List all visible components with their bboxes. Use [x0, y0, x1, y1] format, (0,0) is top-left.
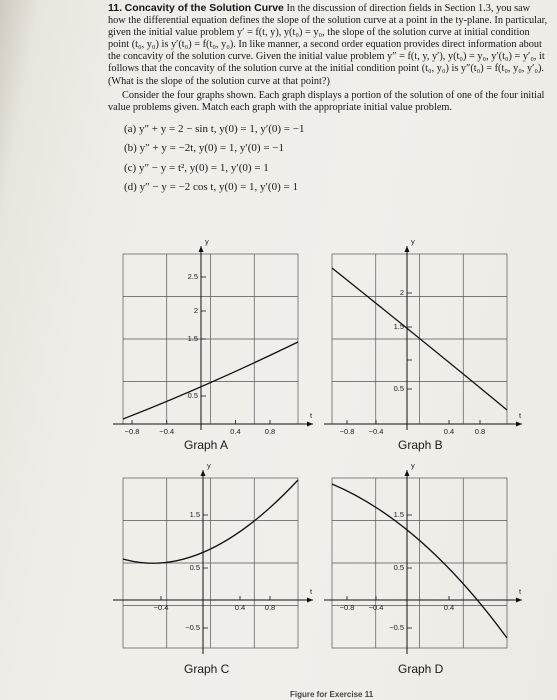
graph-d-grid: [332, 478, 507, 648]
graph-d-ytick: −0.5: [389, 623, 404, 632]
graph-c-xtick: −0.4: [153, 603, 169, 612]
graph-b-xtick: 0.8: [474, 427, 486, 436]
graph-b-x-ticks: [347, 420, 480, 424]
graph-c-ytick: 1.5: [189, 510, 200, 519]
graph-a-plot: [108, 238, 320, 438]
graph-a-t-arrow: [307, 422, 313, 427]
problem-paragraph-1: [108, 2, 548, 88]
graph-d-x-ticks: [347, 596, 449, 600]
ivp-list: [124, 120, 548, 198]
graph-d-xtick: 0.4: [443, 603, 455, 612]
graph-a-xtick: −0.4: [159, 427, 175, 436]
graph-c: [108, 461, 320, 676]
graph-d-title: Graph D: [398, 662, 444, 676]
graph-c-xtick: 0.4: [234, 603, 246, 612]
graph-c-y-label: y: [207, 461, 211, 470]
graph-b-xtick: −0.4: [368, 427, 384, 436]
graph-a: [108, 237, 320, 452]
graph-b-title: Graph B: [398, 438, 443, 452]
graph-b: [322, 237, 534, 452]
graph-c-y-arrow: [201, 470, 206, 476]
graph-b-t-arrow: [516, 422, 522, 427]
graph-b-plot: [322, 238, 534, 438]
graph-a-y-label: y: [205, 237, 209, 246]
graph-b-xtick: −0.8: [339, 427, 355, 436]
graph-a-ytick: 2.5: [187, 272, 198, 281]
graph-d: [322, 461, 534, 676]
problem-number: 11.: [108, 2, 123, 14]
ivp-d: (d) y″ − y = −2 cos t, y(0) = 1, y′(0) = 1: [124, 181, 298, 194]
graph-c-ytick: 0.5: [189, 563, 200, 572]
graph-d-ytick: 1.5: [393, 510, 404, 519]
graph-a-ytick: 0.5: [187, 391, 198, 400]
graph-c-ytick: −0.5: [185, 623, 200, 632]
graph-c-t-arrow: [307, 598, 313, 603]
ivp-a: (a) y″ + y = 2 − sin t, y(0) = 1, y′(0) = −1: [124, 122, 305, 135]
figure-caption: Figure for Exercise 11: [290, 690, 374, 699]
ivp-c: (c) y″ − y = t², y(0) = 1, y′(0) = 1: [124, 161, 269, 174]
graph-a-ytick: 2: [193, 306, 198, 315]
graph-a-title: Graph A: [184, 438, 229, 452]
graph-b-ytick: 1.5: [393, 322, 404, 331]
graph-c-xtick: 0.8: [264, 603, 276, 612]
problem-text: [108, 2, 548, 198]
graph-d-ytick: 0.5: [393, 563, 404, 572]
ivp-b: (b) y″ + y = −2t, y(0) = 1, y′(0) = −1: [124, 142, 284, 155]
graph-c-t-label: t: [310, 587, 313, 596]
graph-d-plot: [322, 462, 534, 662]
graph-a-t-label: t: [310, 411, 313, 420]
graph-c-y-ticks: [203, 515, 208, 628]
graph-a-y-arrow: [199, 246, 204, 252]
graph-d-t-arrow: [516, 598, 522, 603]
problem-title: Concavity of the Solution Curve: [124, 2, 284, 14]
graph-b-xtick: 0.4: [443, 427, 455, 436]
graph-d-y-label: y: [411, 461, 415, 470]
graph-b-y-arrow: [405, 246, 410, 252]
graph-a-ytick: 1.5: [187, 334, 198, 343]
graph-c-x-ticks: [161, 596, 270, 600]
graph-b-y-ticks: [407, 293, 412, 389]
graph-a-xtick: 0.4: [230, 427, 241, 436]
graph-a-grid: [123, 254, 298, 424]
graph-c-plot: [108, 462, 320, 662]
graph-a-xtick: −0.8: [124, 427, 140, 436]
graph-d-xtick: −0.8: [339, 603, 355, 612]
graph-d-xtick: −0.4: [368, 603, 384, 612]
graph-a-xtick: 0.8: [264, 427, 276, 436]
graph-d-y-arrow: [405, 470, 410, 476]
graph-b-t-label: t: [519, 411, 522, 420]
graph-b-ytick: 0.5: [393, 384, 404, 393]
graph-a-y-ticks: [201, 277, 206, 396]
problem-paragraph-2: Consider the four graphs shown. Each graph displays a portion of the solution of one of the four initial value problems given. Match each graph with the appropriate initial value problem.: [108, 89, 545, 113]
graph-c-title: Graph C: [184, 662, 230, 676]
graph-d-t-label: t: [519, 587, 522, 596]
graph-b-ytick: 2: [399, 288, 404, 297]
problem-intro: In the discussion of direction fields in Section 1.3, you saw how the differential equation defines the slope of the solution curve at a point in the ty-plane. In particular, given the initial value problem y′ = f(t, y), y(t₀) = y₀, the slope of the solution curve at initial condition point (t₀, y₀) is y′(t₀) = f(t₀, y₀). In like manner, a second order equation provides direct information about the concavity of the solution curve. Given the initial value problem y″ = f(t, y, y′), y(t₀) = y₀, y′(t₀) = y′₀, it follows that the concavity of the solution curve at the initial condition point (t₀, y₀) is y″(t₀) = f(t₀, y₀, y′₀). (What is the slope of the solution curve at that point?): [108, 3, 548, 87]
graph-b-y-label: y: [411, 237, 415, 246]
